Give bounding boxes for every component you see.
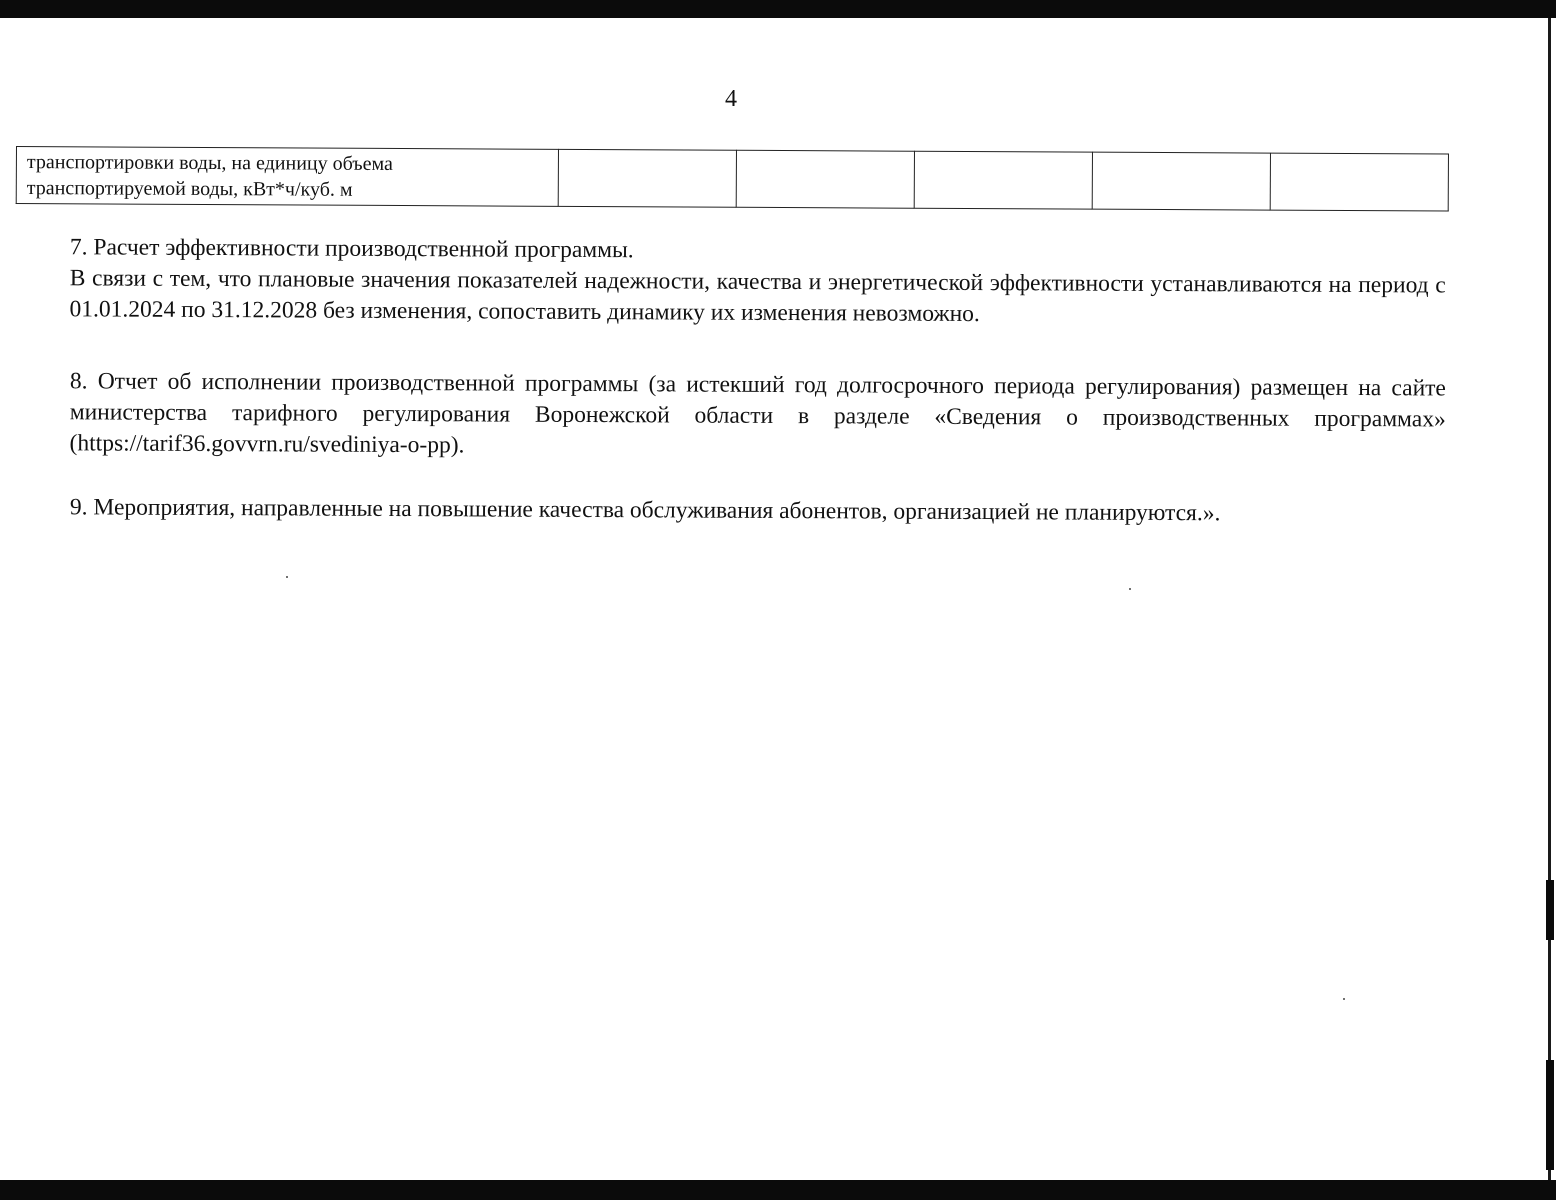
section-8-body: 8. Отчет об исполнении производственной программы (за истекший год долгосрочного периода регулирования) размещен на сайте министерства тарифного регулирования Воронежской области в разделе «Сведения о производственных программах» (https://tarif36.govvrn.ru/svediniya-o-pp).	[69, 368, 1446, 459]
scan-border-right	[1548, 18, 1551, 1180]
scan-speck	[1129, 588, 1131, 590]
table-row	[16, 147, 1448, 211]
table-cell-value	[736, 150, 914, 208]
section-9	[16, 492, 1446, 530]
indicator-table-continuation	[16, 146, 1449, 212]
table-cell-value	[1270, 153, 1448, 211]
page-number: 4	[725, 86, 737, 112]
table-cell-value	[558, 149, 736, 207]
table-cell-value	[914, 151, 1092, 209]
section-7-body: В связи с тем, что плановые значения показателей надежности, качества и энергетической эффективности устанавливаются на период с 01.01.2024 по 31.12.2028 без изменения, сопоставить динамику их изменения невозможно.	[69, 265, 1446, 328]
scan-border-top	[0, 0, 1556, 18]
section-8	[16, 366, 1446, 466]
scan-border-bottom	[0, 1180, 1556, 1200]
scan-speck	[1343, 998, 1345, 1000]
section-7	[16, 232, 1446, 332]
table-cell-label	[16, 147, 558, 207]
table-cell-value	[1092, 152, 1270, 210]
scan-mark	[1546, 1060, 1554, 1170]
table-cell-label-line: транспортировки воды, на единицу объема	[26, 151, 393, 175]
table-cell-label-line: транспортируемой воды, кВт*ч/куб. м	[26, 177, 353, 201]
section-9-body: 9. Мероприятия, направленные на повышение качества обслуживания абонентов, организацией не планируются.».	[69, 494, 1221, 527]
scan-speck	[286, 576, 288, 578]
scan-mark	[1546, 880, 1554, 940]
section-7-heading: 7. Расчет эффективности производственной программы.	[69, 234, 634, 264]
